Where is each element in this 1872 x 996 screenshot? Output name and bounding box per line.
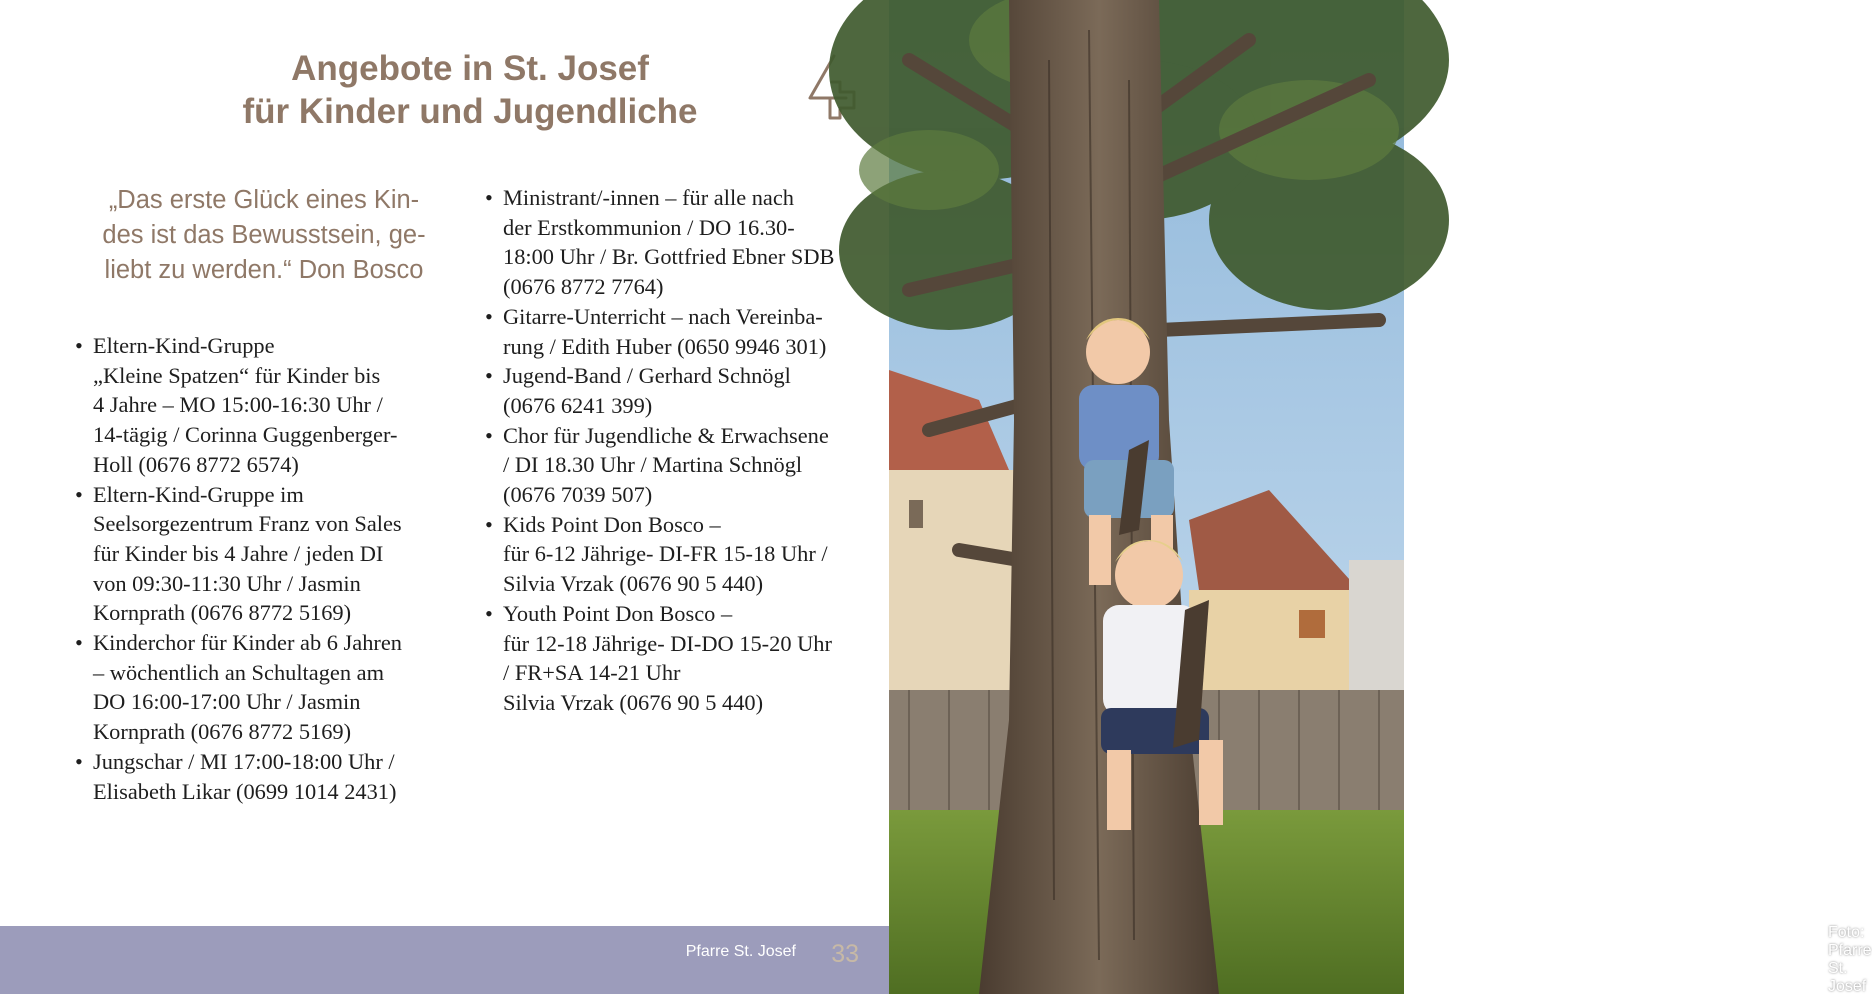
brochure-page bbox=[0, 0, 889, 994]
list-item-line: rung / Edith Huber (0650 9946 301) bbox=[503, 333, 827, 359]
list-item-line: • Kinderchor für Kinder ab 6 Jahren bbox=[93, 630, 402, 656]
footer-parish-label: Pfarre St. Josef bbox=[685, 943, 796, 960]
list-item bbox=[72, 747, 444, 806]
list-item-line: Kornprath (0676 8772 5169) bbox=[93, 719, 352, 745]
list-item-line: Silvia Vrzak (0676 90 5 440) bbox=[503, 571, 764, 597]
list-item-line: • Jugend-Band / Gerhard Schnögl bbox=[503, 363, 791, 389]
list-item-line: • Ministrant/-innen – für alle nach bbox=[503, 185, 794, 210]
list-item bbox=[72, 628, 444, 747]
list-item-line: 4 Jahre – MO 15:00-16:30 Uhr / bbox=[93, 392, 383, 418]
list-item-line: • Eltern-Kind-Gruppe bbox=[93, 333, 275, 358]
list-item-line: / DI 18.30 Uhr / Martina Schnögl bbox=[503, 452, 803, 478]
list-item-line: Seelsorgezentrum Franz von Sales bbox=[93, 511, 402, 537]
list-item-line: • Kids Point Don Bosco – bbox=[503, 511, 721, 537]
list-item-line: von 09:30-11:30 Uhr / Jasmin bbox=[93, 570, 361, 596]
list-item-line: / FR+SA 14-21 Uhr bbox=[503, 660, 681, 686]
list-item-line: der Erstkommunion / DO 16.30- bbox=[503, 214, 795, 240]
list-item-line: • Jungschar / MI 17:00-18:00 Uhr / bbox=[93, 748, 395, 774]
list-item bbox=[482, 599, 878, 718]
list-item-line: Kornprath (0676 8772 5169) bbox=[93, 600, 352, 626]
list-item-line: für 6-12 Jährige- DI-FR 15-18 Uhr / bbox=[503, 541, 828, 567]
list-item-line: 18:00 Uhr / Br. Gottfried Ebner SDB bbox=[503, 244, 835, 270]
footer-bar bbox=[0, 926, 889, 994]
page-number: 33 bbox=[831, 940, 859, 968]
list-item-line: (0676 7039 507) bbox=[503, 482, 653, 508]
offers-list-left bbox=[72, 331, 444, 806]
list-item-line: für 12-18 Jährige- DI-DO 15-20 Uhr bbox=[503, 630, 832, 656]
list-item bbox=[72, 331, 444, 480]
photo-illustration bbox=[889, 0, 1404, 994]
quote-line-3: liebt zu werden.“ Don Bosco bbox=[104, 256, 424, 284]
list-item-line: Elisabeth Likar (0699 1014 2431) bbox=[93, 778, 397, 804]
list-item bbox=[482, 302, 878, 361]
page-title-line-2: für Kinder und Jugendliche bbox=[242, 92, 698, 131]
quote-line-2: des ist das Bewusstsein, ge- bbox=[102, 221, 426, 249]
list-item bbox=[482, 421, 878, 510]
list-item-line: Holl (0676 8772 6574) bbox=[93, 451, 299, 477]
list-item bbox=[482, 183, 878, 302]
list-item-line: • Gitarre-Unterricht – nach Vereinba- bbox=[503, 303, 823, 329]
list-item-line: – wöchentlich an Schultagen am bbox=[93, 659, 384, 685]
list-item-line: (0676 6241 399) bbox=[503, 392, 653, 418]
list-item-line: • Eltern-Kind-Gruppe im bbox=[93, 481, 304, 507]
photo-caption: Foto: Pfarre St. Josef bbox=[1828, 924, 1872, 995]
list-item-line: Silvia Vrzak (0676 90 5 440) bbox=[503, 689, 764, 715]
list-item-line: • Youth Point Don Bosco – bbox=[503, 600, 733, 626]
offers-list-right bbox=[482, 183, 878, 718]
quote-line-1: „Das erste Glück eines Kin- bbox=[108, 186, 420, 214]
don-bosco-quote bbox=[72, 183, 456, 288]
list-item-line: • Chor für Jugendliche & Erwachsene bbox=[503, 422, 829, 448]
page-title-line-1: Angebote in St. Josef bbox=[291, 49, 649, 88]
list-item-line: für Kinder bis 4 Jahre / jeden DI bbox=[93, 540, 384, 566]
list-item-line: „Kleine Spatzen“ für Kinder bis bbox=[93, 362, 381, 388]
list-item bbox=[482, 510, 878, 599]
list-item-line: (0676 8772 7764) bbox=[503, 274, 664, 300]
list-item bbox=[482, 361, 878, 420]
list-item bbox=[72, 480, 444, 629]
photo-children-in-tree bbox=[889, 0, 1872, 995]
list-item-line: DO 16:00-17:00 Uhr / Jasmin bbox=[93, 689, 361, 715]
page-title bbox=[170, 47, 770, 133]
list-item-line: 14-tägig / Corinna Guggenberger- bbox=[93, 422, 398, 448]
